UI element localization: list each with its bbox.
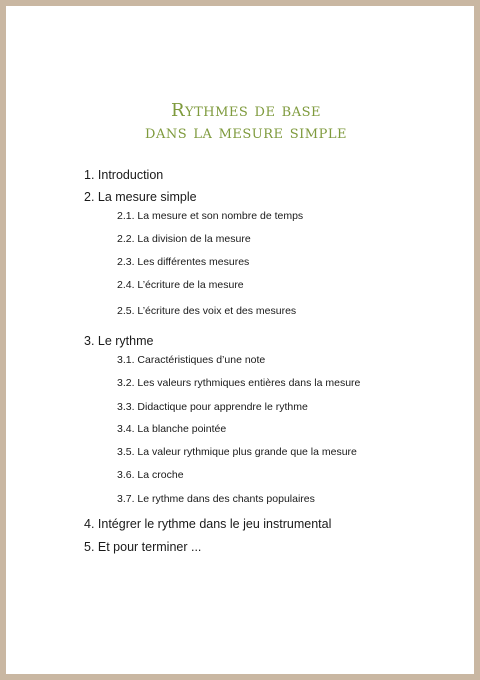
toc-subsection-3-7: 3.7. Le rythme dans des chants populaires bbox=[117, 493, 315, 505]
toc-subsection-3-6: 3.6. La croche bbox=[117, 469, 184, 481]
toc-subsection-2-1: 2.1. La mesure et son nombre de temps bbox=[117, 210, 304, 222]
toc-subsection-2-2: 2.2. La division de la mesure bbox=[117, 233, 251, 245]
toc-subsection-3-5: 3.5. La valeur rythmique plus grande que la mesure bbox=[117, 446, 357, 458]
toc-section-3: 3. Le rythme bbox=[84, 334, 154, 348]
toc-section-4: 4. Intégrer le rythme dans le jeu instrumental bbox=[84, 517, 332, 531]
toc-subsection-3-3: 3.3. Didactique pour apprendre le rythme bbox=[117, 401, 308, 413]
toc-subsection-2-4: 2.4. L’écriture de la mesure bbox=[117, 279, 244, 291]
page-title-line-2: dans la mesure simple bbox=[145, 122, 347, 143]
toc-subsection-2-5: 2.5. L’écriture des voix et des mesures bbox=[117, 305, 297, 317]
toc-subsection-2-3: 2.3. Les différentes mesures bbox=[117, 256, 250, 268]
toc-section-1: 1. Introduction bbox=[84, 168, 164, 182]
page-title-line-1: Rythmes de base bbox=[170, 100, 322, 121]
toc-section-2: 2. La mesure simple bbox=[84, 190, 197, 204]
toc-subsection-3-1: 3.1. Caractéristiques d’une note bbox=[117, 354, 266, 366]
toc-section-5: 5. Et pour terminer ... bbox=[84, 540, 202, 554]
toc-subsection-3-4: 3.4. La blanche pointée bbox=[117, 423, 227, 435]
toc-subsection-3-2: 3.2. Les valeurs rythmiques entières dans la mesure bbox=[117, 377, 361, 389]
